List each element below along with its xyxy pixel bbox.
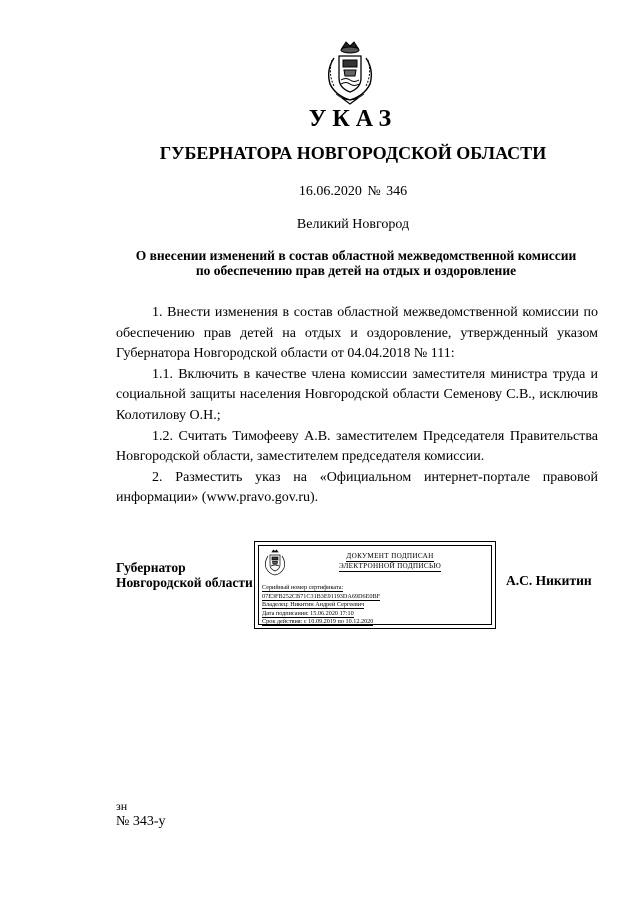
stamp-title-line: ДОКУМЕНТ ПОДПИСАН	[346, 552, 434, 560]
stamp-owner: Владелец: Никитин Андрей Сергеевич	[262, 601, 365, 608]
position-line: Губернатор	[116, 560, 186, 575]
stamp-coat-of-arms-icon	[263, 549, 287, 577]
stamp-inner-frame	[258, 545, 492, 625]
signatory-name: А.С. Никитин	[506, 573, 592, 588]
stamp-title-line: ЭЛЕКТРОННОЙ ПОДПИСЬЮ	[338, 562, 442, 570]
document-title: УКАЗ	[308, 106, 398, 132]
body-paragraph: 2. Разместить указ на «Официальном интернет-портале правовой информации» (www.pravo.gov.ru).	[116, 469, 598, 506]
date-number-line	[0, 184, 640, 200]
document-subtitle: ГУБЕРНАТОРА НОВГОРОДСКОЙ ОБЛАСТИ	[159, 143, 547, 163]
document-body	[116, 303, 598, 509]
electronic-signature-stamp	[254, 541, 496, 629]
signatory-position	[116, 560, 253, 590]
document-city: Великий Новгород	[296, 217, 410, 232]
position-line: Новгородской области	[116, 575, 253, 590]
stamp-validity: Срок действия: с 10.09.2019 по 10.12.2020	[262, 618, 374, 625]
footer-number: № 343-у	[116, 814, 166, 829]
stamp-serial: 07E3FB252CB71C31B3E91193DA69D6E0BF	[262, 592, 381, 600]
stamp-details	[262, 584, 380, 627]
stamp-signed-date: Дата подписания: 15.06.2020 17:10	[262, 609, 354, 617]
stamp-title	[291, 552, 489, 572]
document-heading	[116, 248, 596, 278]
body-paragraph: 1.1. Включить в качестве члена комиссии заместителя министра труда и социальной защиты населения Новгородской области Семенову С.В., исключив Колотилову О.Н.;	[116, 366, 598, 423]
heading-line: О внесении изменений в состав областной межведомственной комиссии	[135, 248, 577, 263]
heading-line: по обеспечению прав детей на отдых и оздоровление	[195, 263, 517, 278]
document-number: № 346	[367, 184, 408, 199]
stamp-serial-label: Серийный номер сертификата:	[262, 584, 344, 591]
body-paragraph: 1. Внести изменения в состав областной межведомственной комиссии по обеспечению прав детей на отдых и оздоровление, утвержденный указом Губернатора Новгородской области от 04.04.2018 № 111:	[116, 305, 598, 362]
coat-of-arms-icon	[322, 40, 378, 108]
document-footer	[116, 800, 166, 830]
footer-initials: зн	[116, 799, 128, 813]
document-date: 16.06.2020	[298, 184, 362, 199]
body-paragraph: 1.2. Считать Тимофееву А.В. заместителем Председателя Правительства Новгородской области, заместителем председателя комиссии.	[116, 428, 598, 465]
